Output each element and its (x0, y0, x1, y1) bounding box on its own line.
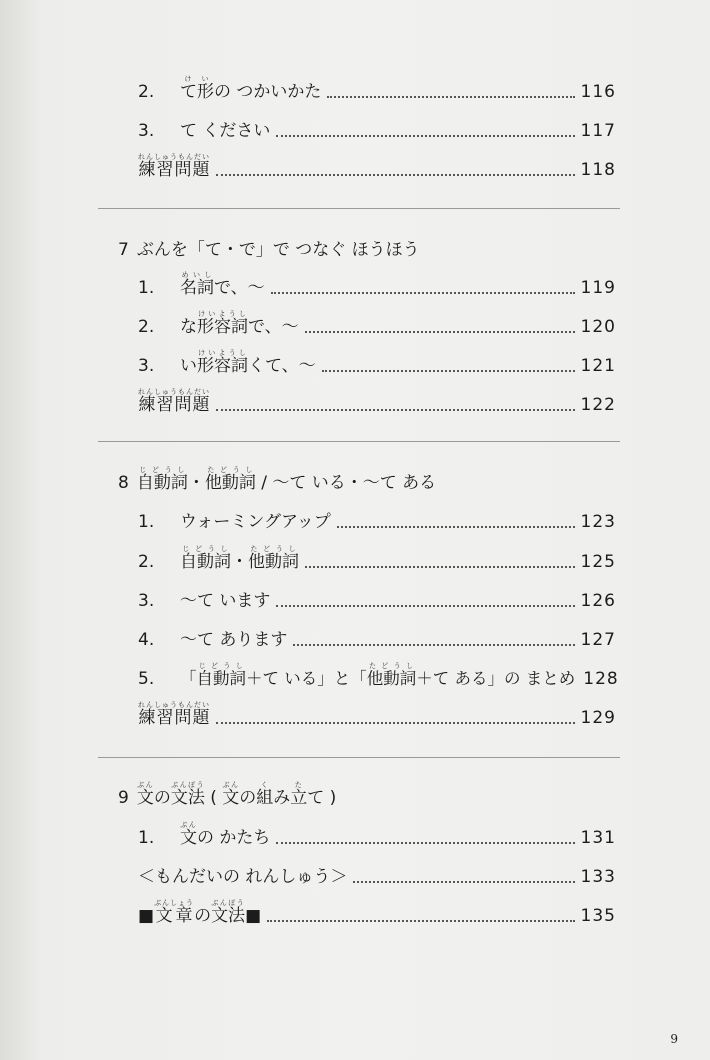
entry-page: 120 (580, 317, 616, 337)
entry-title: ～て あります (180, 630, 288, 650)
section-heading[interactable] (118, 768, 618, 808)
section-number: 8 (118, 473, 129, 493)
entry-title: 名詞めいし で、～ (180, 271, 265, 298)
section-title: ぶんを「て・で」で つなぐ ほうほう (136, 240, 420, 260)
section-number: 7 (118, 240, 129, 260)
entry-page: 129 (580, 708, 616, 728)
dot-leader (276, 135, 574, 137)
entry-page: 128 (583, 669, 619, 689)
dot-leader (271, 292, 575, 294)
dot-leader (293, 644, 574, 646)
toc-entry[interactable] (138, 610, 616, 650)
toc-entry[interactable] (138, 140, 616, 180)
entry-page: 125 (580, 552, 616, 572)
entry-page: 123 (580, 512, 616, 532)
entry-number: 3. (138, 356, 155, 376)
section-heading[interactable] (118, 220, 618, 260)
entry-title: 練習問題れんしゅうもんだい (138, 701, 210, 728)
toc-entry[interactable] (138, 847, 616, 887)
entry-title: ～て います (180, 591, 271, 611)
dot-leader (327, 96, 574, 98)
entry-page: 122 (580, 395, 616, 415)
entry-title: 「 自動詞じどうし ＋て いる」と「 他動詞たどうし ＋て ある」の まとめ (180, 662, 576, 688)
dot-leader (305, 566, 575, 568)
entry-number: 1. (138, 278, 155, 298)
entry-number: 5. (138, 669, 155, 689)
toc-entry[interactable] (138, 688, 616, 728)
entry-title: ウォーミングアップ (180, 512, 331, 532)
entry-title: 自動詞じどうし ・ 他動詞たどうし (180, 545, 299, 572)
toc-entry[interactable] (138, 808, 616, 848)
toc-entry[interactable] (138, 649, 619, 689)
section-divider (98, 208, 620, 209)
entry-title: ■ 文章ぶんしょう の 文法ぶんぽう ■ (138, 899, 262, 926)
entry-number: 4. (138, 630, 155, 650)
entry-number: 2. (138, 82, 155, 102)
entry-number: 2. (138, 317, 155, 337)
entry-page: 131 (580, 828, 616, 848)
entry-title: 練習問題れんしゅうもんだい (138, 388, 210, 415)
dot-leader (305, 331, 575, 333)
entry-page: 127 (580, 630, 616, 650)
toc-entry[interactable] (138, 336, 616, 376)
entry-title: ＜もんだいの れんしゅう＞ (138, 867, 348, 887)
toc-entry[interactable] (138, 297, 616, 337)
entry-title: 練習問題れんしゅうもんだい (138, 153, 210, 180)
toc-entry[interactable] (138, 886, 616, 926)
entry-title: い 形容詞けいようし くて、～ (180, 349, 316, 376)
toc-entry[interactable] (138, 62, 616, 102)
section-number: 9 (118, 788, 129, 808)
dot-leader (216, 409, 575, 411)
dot-leader (216, 722, 575, 724)
entry-number: 1. (138, 828, 155, 848)
entry-page: 135 (580, 906, 616, 926)
entry-title: て形けい の つかいかた (180, 75, 322, 102)
dot-leader (216, 174, 575, 176)
dot-leader (337, 526, 575, 528)
entry-page: 118 (580, 160, 616, 180)
dot-leader (322, 370, 575, 372)
section-title: 文ぶんの文法ぶんぽう ( 文ぶんの組くみ立たて ) (136, 781, 337, 808)
entry-title: 文ぶん の かたち (180, 821, 271, 848)
dot-leader (276, 605, 574, 607)
entry-title: て ください (180, 121, 271, 141)
entry-page: 119 (580, 278, 616, 298)
section-title: 自動詞じどうし・他動詞たどうし / ～て いる・～て ある (136, 466, 437, 493)
section-heading[interactable] (118, 453, 618, 493)
section-divider (98, 757, 620, 758)
entry-number: 3. (138, 591, 155, 611)
toc-entry[interactable] (138, 101, 616, 141)
entry-title: な 形容詞けいようし で、～ (180, 310, 299, 337)
entry-page: 133 (580, 867, 616, 887)
toc-entry[interactable] (138, 258, 616, 298)
section-divider (98, 441, 620, 442)
entry-page: 121 (580, 356, 616, 376)
toc-entry[interactable] (138, 571, 616, 611)
entry-number: 3. (138, 121, 155, 141)
entry-number: 2. (138, 552, 155, 572)
toc-entry[interactable] (138, 532, 616, 572)
dot-leader (353, 881, 574, 883)
dot-leader (267, 920, 574, 922)
toc-entry[interactable] (138, 375, 616, 415)
dot-leader (276, 842, 574, 844)
toc-entry[interactable] (138, 492, 616, 532)
entry-page: 117 (580, 121, 616, 141)
entry-page: 126 (580, 591, 616, 611)
page-number: 9 (670, 1032, 678, 1046)
entry-page: 116 (580, 82, 616, 102)
entry-number: 1. (138, 512, 155, 532)
